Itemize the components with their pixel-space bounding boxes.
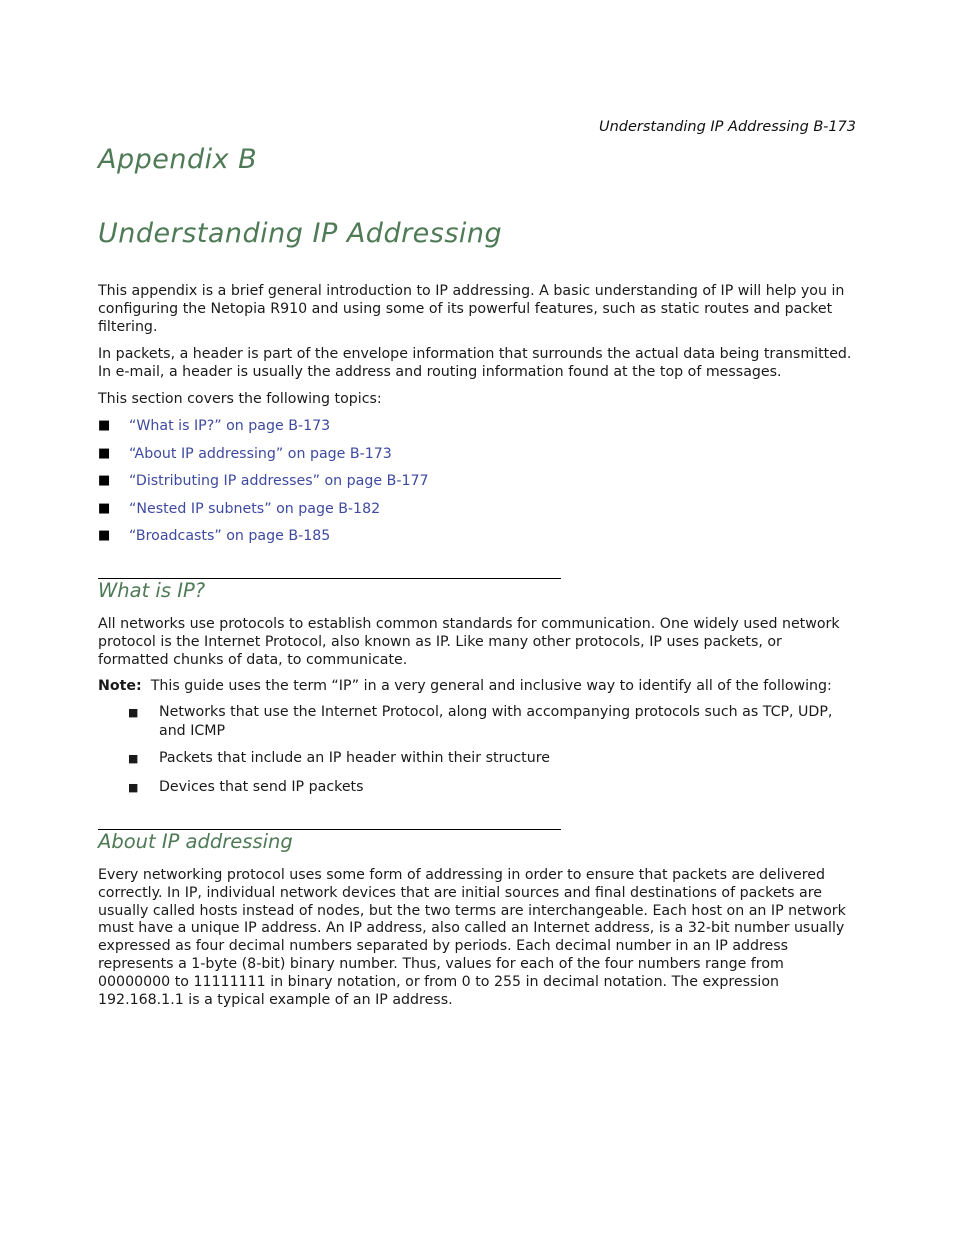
note-paragraph xyxy=(98,678,856,696)
topic-link-nested-ip-subnets[interactable]: “Nested IP subnets” on page B-182 xyxy=(129,500,381,517)
list-item xyxy=(98,499,429,527)
list-item-text: Devices that send IP packets xyxy=(159,779,364,795)
what-is-ip-paragraph: All networks use protocols to establish common standards for communication. One widely used network protocol is the Internet Protocol, also known as IP. Like many other protocols, IP uses packets, or formatted chunks of data, to communicate. xyxy=(98,616,840,668)
note-text: This guide uses the term “IP” in a very general and inclusive way to identify all of the following: xyxy=(150,678,832,694)
list-item xyxy=(98,526,429,554)
topic-list xyxy=(98,416,429,554)
list-item xyxy=(98,416,429,444)
bullet-square-icon: ■ xyxy=(98,445,111,461)
list-item xyxy=(128,703,856,740)
list-item xyxy=(128,778,856,798)
topic-link-about-ip-addressing[interactable]: “About IP addressing” on page B-173 xyxy=(129,445,392,462)
list-item xyxy=(98,444,429,472)
bullet-square-icon: ■ xyxy=(98,418,111,433)
list-item xyxy=(128,749,856,769)
intro-paragraph-3: This section covers the following topics: xyxy=(98,391,382,407)
running-header: Understanding IP Addressing B-173 xyxy=(598,119,856,135)
bullet-square-icon: ■ xyxy=(128,752,139,765)
bullet-square-icon: ■ xyxy=(128,781,139,794)
bullet-square-icon: ■ xyxy=(128,706,139,719)
appendix-label: Appendix B xyxy=(98,144,258,175)
about-ip-paragraph: Every networking protocol uses some form of addressing in order to ensure that packets are delivered correctly. In IP, individual network devices that are initial sources and final destinations of packets are usually called hosts instead of nodes, but the two terms are interchangeable. Each host on an IP network must have a unique IP address. An IP address, also called an Internet address, is a 32-bit number usually expressed as four decimal numbers separated by periods. Each decimal number in an IP address represents a 1-byte (8-bit) binary number. Thus, values for each of the four numbers range from 00000000 to 11111111 in binary notation, or from 0 to 255 in decimal notation. The expression 192.168.1.1 is a typical example of an IP address. xyxy=(98,867,846,1008)
topic-link-distributing-ip-addresses[interactable]: “Distributing IP addresses” on page B-177 xyxy=(129,473,429,489)
ip-usage-list xyxy=(128,703,856,807)
intro-paragraph-1: This appendix is a brief general introduction to IP addressing. A basic understanding of IP will help you in configuring the Netopia R910 and using some of its powerful features, such as static routes and packet filtering. xyxy=(98,283,845,335)
list-item-text: Packets that include an IP header within their structure xyxy=(159,750,550,766)
topic-link-what-is-ip[interactable]: “What is IP?” on page B-173 xyxy=(129,418,331,434)
topic-link-broadcasts[interactable]: “Broadcasts” on page B-185 xyxy=(129,528,331,544)
bullet-square-icon: ■ xyxy=(98,473,111,488)
list-item xyxy=(98,471,429,499)
section-heading-about-ip-addressing: About IP addressing xyxy=(98,830,293,853)
bullet-square-icon: ■ xyxy=(98,500,111,516)
list-item-text: Networks that use the Internet Protocol, along with accompanying protocols such as TCP, UDP, and ICMP xyxy=(159,704,833,739)
intro-paragraph-2: In packets, a header is part of the envelope information that surrounds the actual data being transmitted. In e-mail, a header is usually the address and routing information found at the top of messages. xyxy=(98,346,852,380)
chapter-title: Understanding IP Addressing xyxy=(98,218,503,249)
note-label: Note: xyxy=(98,678,142,694)
section-heading-what-is-ip: What is IP? xyxy=(98,579,206,602)
bullet-square-icon: ■ xyxy=(98,528,111,543)
